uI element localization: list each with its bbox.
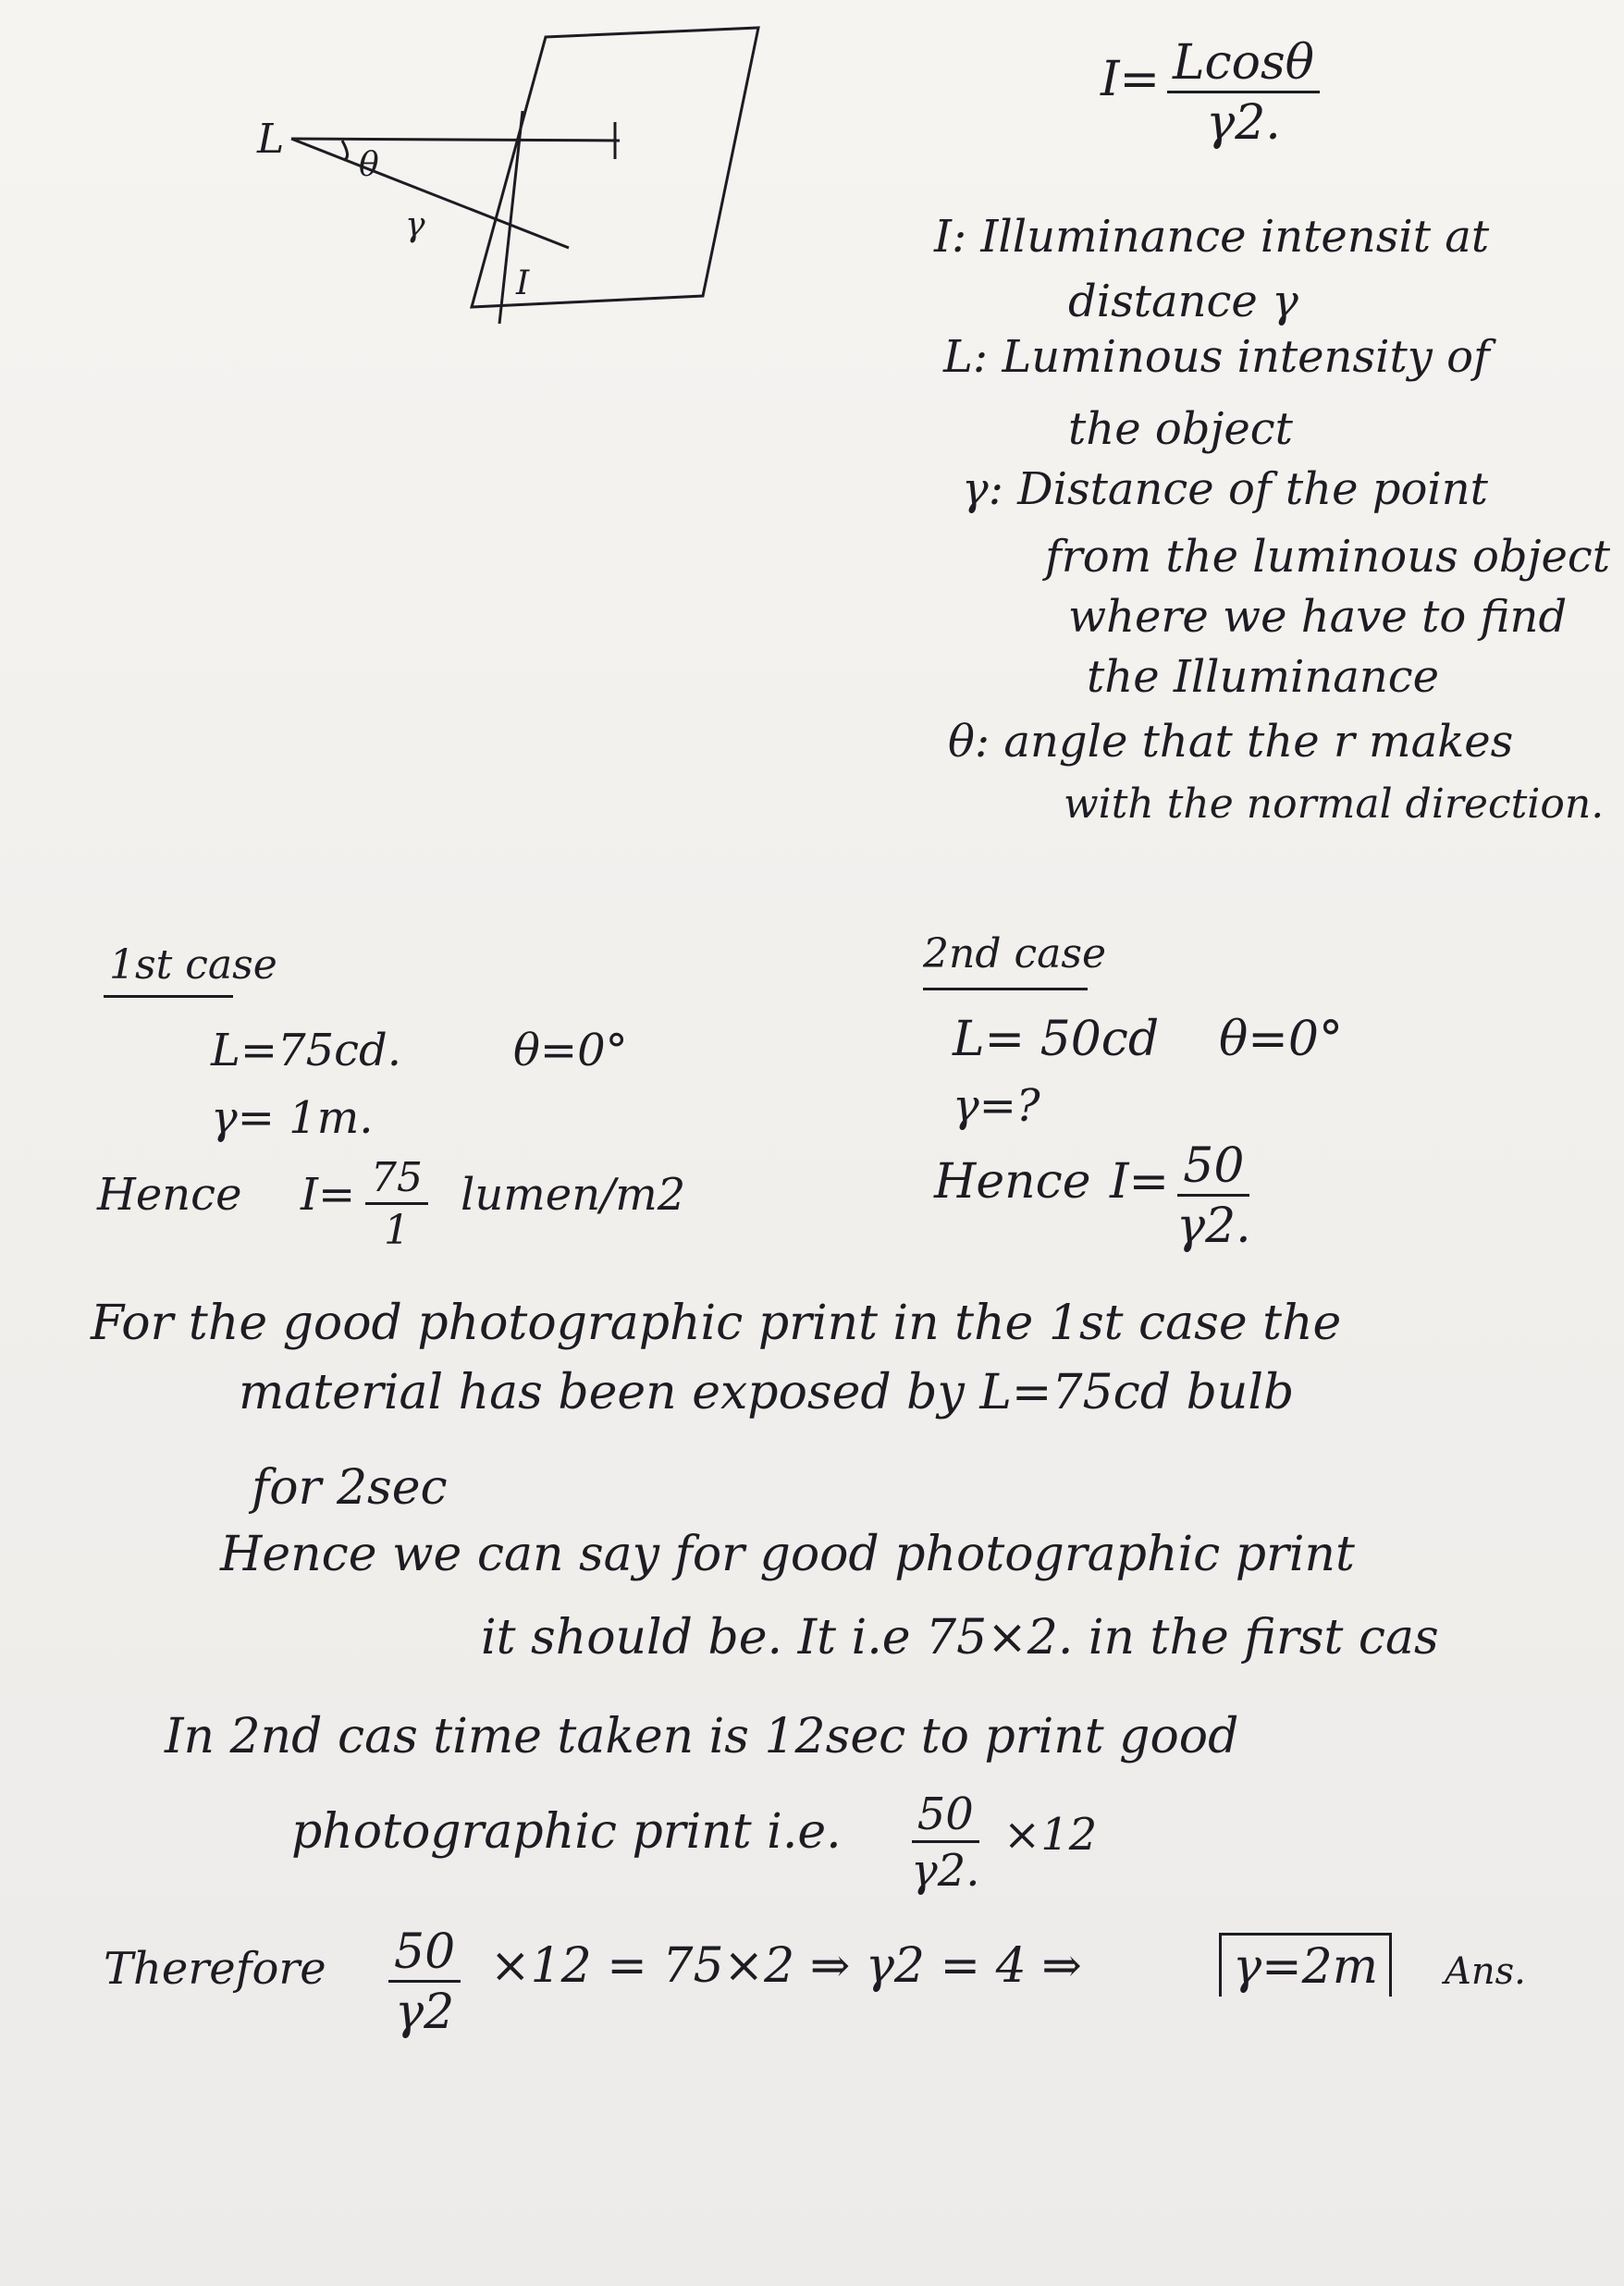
illuminance-diagram <box>203 18 795 333</box>
case2-hence: Hence <box>934 1154 1091 1210</box>
para1-line1: For the good photographic print in the 1st case the <box>91 1296 1342 1351</box>
therefore-denominator: γ2 <box>395 1985 455 2040</box>
therefore-label: Therefore <box>104 1943 326 1995</box>
def-theta-symbol: θ: <box>948 716 990 768</box>
para3-fraction <box>911 1788 980 1897</box>
def-r-symbol: γ: <box>962 463 1003 515</box>
def-I-line2: distance γ <box>1068 276 1298 327</box>
def-I-text1: Illuminance intensit at <box>980 211 1490 263</box>
def-I-line1 <box>934 211 1490 263</box>
def-L-symbol: L: <box>943 331 989 383</box>
therefore-numerator: 50 <box>388 1928 461 1983</box>
def-r-text1: Distance of the point <box>1017 463 1488 515</box>
case1-heading-underline <box>104 995 233 998</box>
case1-I-denominator: 1 <box>384 1207 410 1254</box>
case2-heading-underline <box>923 988 1088 990</box>
case1-r: γ= 1m. <box>211 1092 374 1144</box>
therefore-equation: ×12 = 75×2 ⇒ γ2 = 4 ⇒ <box>490 1938 1082 1994</box>
label-I: I <box>516 264 530 302</box>
para1-line3: for 2sec <box>252 1460 448 1516</box>
def-theta-line1 <box>948 716 1514 768</box>
case2-theta: θ=0° <box>1219 1012 1343 1067</box>
angle-arc <box>342 141 348 160</box>
case1-L: L=75cd. <box>211 1025 402 1076</box>
para3-numerator: 50 <box>912 1792 979 1843</box>
case1-hence: Hence <box>97 1169 242 1221</box>
answer-box: γ=2m <box>1219 1933 1392 1997</box>
plane-surface <box>472 28 758 307</box>
therefore-fraction <box>388 1924 461 2040</box>
case1-heading: 1st case <box>109 941 277 989</box>
para2-line1: Hence we can say for good photographic print <box>220 1527 1355 1582</box>
para2-line2: it should be. It i.e 75×2. in the first cas <box>481 1610 1439 1665</box>
def-r-line3: where we have to find <box>1068 591 1568 643</box>
formula-fraction <box>1167 35 1320 151</box>
case1-I-fraction <box>365 1154 428 1254</box>
normal-direction-line <box>291 139 620 141</box>
def-L-line1 <box>943 331 1490 383</box>
def-I-symbol: I: <box>934 211 967 263</box>
ray-line <box>291 139 569 248</box>
para3-denominator: γ2. <box>911 1845 980 1897</box>
case2-r: γ=? <box>953 1080 1040 1132</box>
para3-suffix: ×12 <box>1003 1809 1098 1861</box>
case1-theta: θ=0° <box>513 1025 628 1076</box>
para3-line1: In 2nd cas time taken is 12sec to print good <box>165 1709 1239 1764</box>
case1-I-unit: lumen/m2 <box>461 1169 686 1221</box>
def-L-line2: the object <box>1068 403 1293 455</box>
case2-I-lhs: I= <box>1110 1154 1170 1210</box>
case2-L: L= 50cd <box>953 1012 1160 1067</box>
label-theta: θ <box>359 146 379 184</box>
answer-label: Ans. <box>1445 1950 1526 1993</box>
def-r-line1 <box>962 463 1488 515</box>
def-theta-text1: angle that the r makes <box>1003 716 1514 768</box>
formula-denominator: γ2. <box>1206 95 1281 151</box>
label-L: L <box>257 116 285 163</box>
label-r: γ <box>405 206 425 244</box>
para1-line2: material has been exposed by L=75cd bulb <box>239 1365 1295 1420</box>
case1-I-lhs: I= <box>301 1169 356 1221</box>
case2-I-numerator: 50 <box>1177 1142 1249 1197</box>
def-theta-line2: with the normal direction. <box>1064 780 1605 828</box>
def-r-line2: from the luminous object <box>1045 531 1611 583</box>
case1-I-numerator: 75 <box>365 1158 428 1205</box>
def-L-text1: Luminous intensity of <box>1002 331 1490 383</box>
case2-I-fraction <box>1176 1138 1251 1254</box>
formula-numerator: Lcosθ <box>1167 39 1320 93</box>
case2-I-denominator: γ2. <box>1176 1198 1251 1254</box>
para3-line2-prefix: photographic print i.e. <box>291 1804 842 1860</box>
case2-heading: 2nd case <box>923 930 1106 977</box>
def-r-line4: the Illuminance <box>1087 651 1440 703</box>
formula-lhs: I= <box>1101 52 1161 107</box>
